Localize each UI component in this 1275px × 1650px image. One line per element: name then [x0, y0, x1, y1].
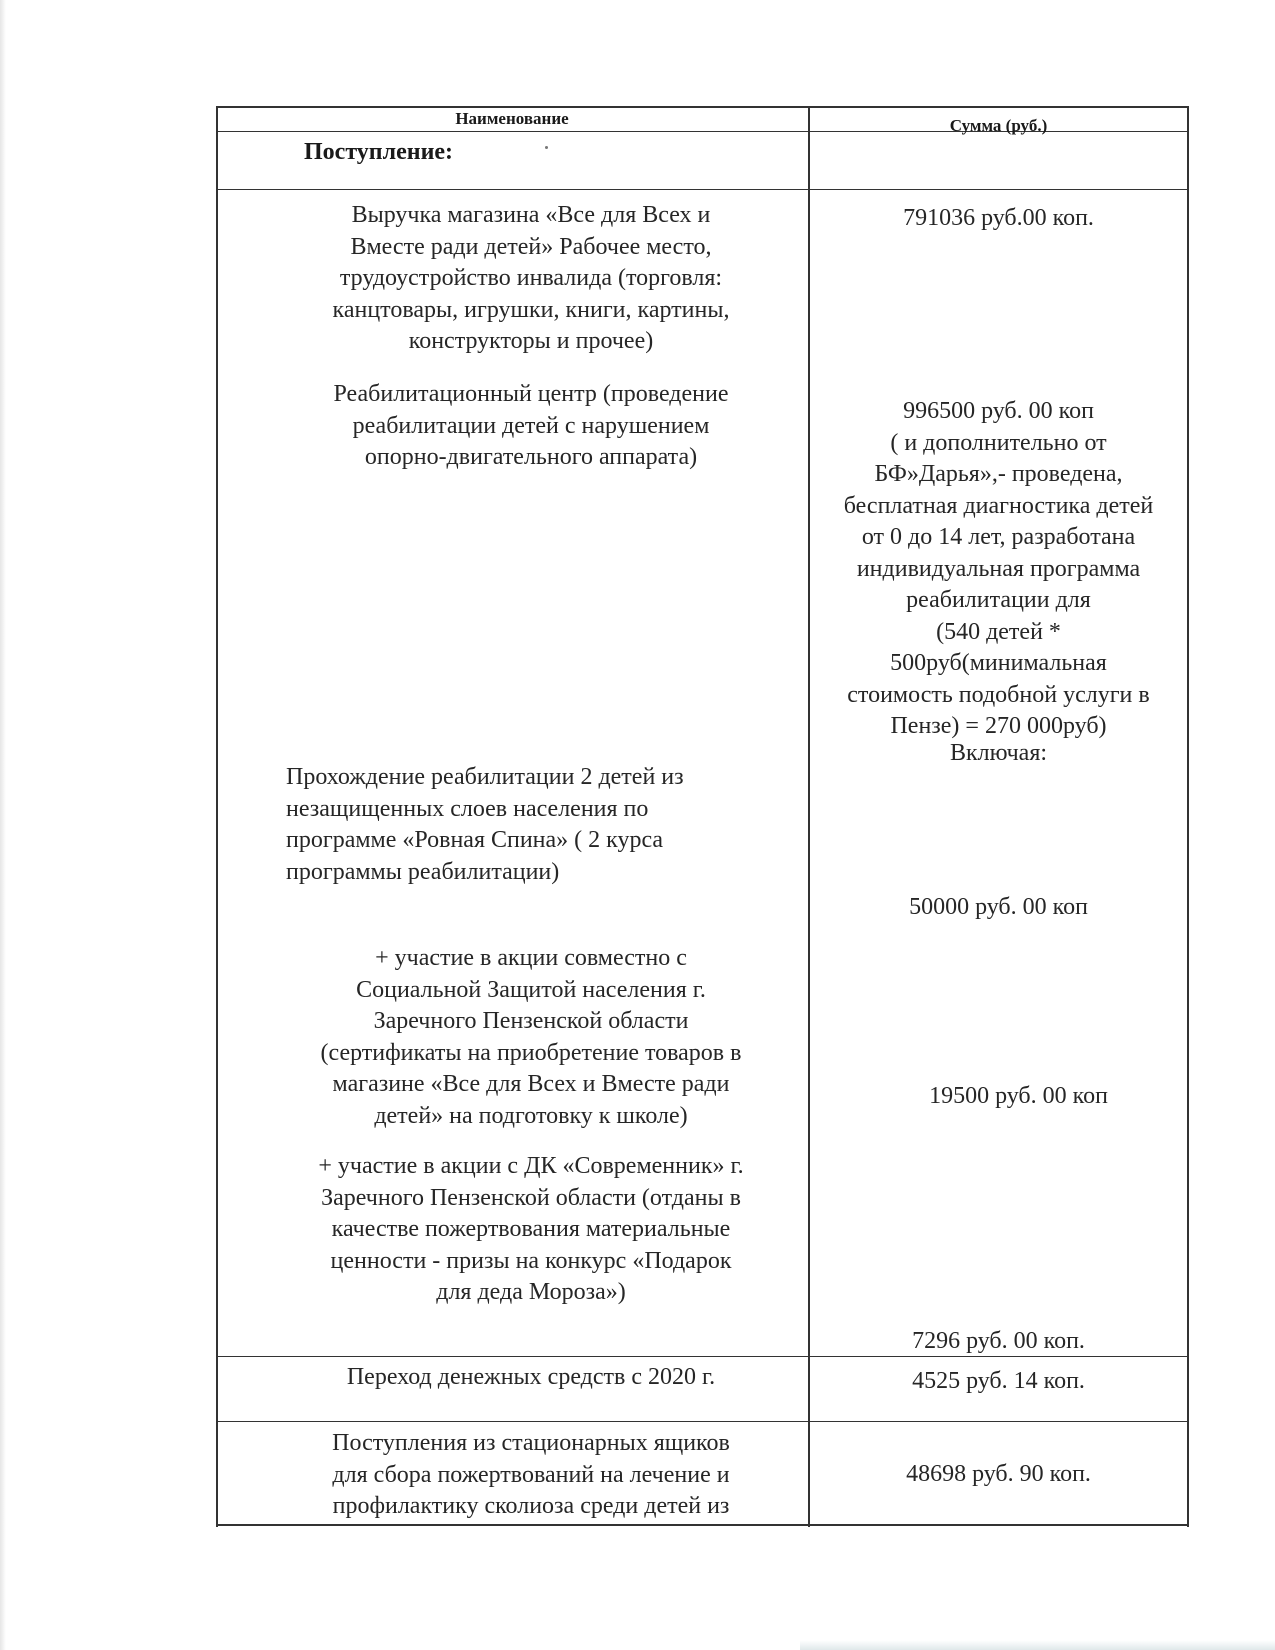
row-sum-transfer-2020: 4525 руб. 14 коп.: [912, 1368, 1085, 1394]
header-sum: Сумма (руб.): [949, 116, 1048, 135]
scan-speck: [545, 146, 548, 149]
including-label: Включая:: [949, 740, 1048, 766]
row-sum-store-revenue: 791036 руб.00 коп.: [903, 205, 1094, 231]
row-sum-donation-boxes: 48698 руб. 90 коп.: [906, 1461, 1091, 1487]
section-row-border: [216, 189, 1189, 190]
table-top-border: [216, 106, 1189, 108]
row-name-store-revenue: Выручка магазина «Все для Всех и Вместе ради детей» Рабочее место, трудоустройство инвалида (торговля: канцтовары, игрушки, книги, картины, конструкторы и прочее): [332, 202, 730, 354]
row-name-rehab-center: Реабилитационный центр (проведение реабилитации детей с нарушением опорно-двигательного аппарата): [333, 381, 729, 470]
row-name-donation-boxes: Поступления из стационарных ящиков для сбора пожертвований на лечение и профилактику сколиоза среди детей из: [332, 1430, 730, 1519]
header-name: Наименование: [455, 109, 569, 128]
table-bottom-border: [216, 1524, 1189, 1526]
section-title: Поступление:: [304, 139, 454, 165]
scan-bottom-edge: [800, 1640, 1275, 1650]
column-divider: [808, 106, 810, 1527]
row-sum-social-protection: 19500 руб. 00 коп: [929, 1083, 1108, 1109]
row-sum-rehab-center: 996500 руб. 00 коп ( и дополнительно от БФ»Дарья»,- проведена, бесплатная диагностика детей от 0 до 14 лет, разработана индивидуальная программа реабилитации для (540 детей * 500руб(минимальная стоимость подобной услуги в Пензе) = 270 000руб): [843, 398, 1154, 739]
row-sum-sovremennik: 7296 руб. 00 коп.: [912, 1328, 1085, 1354]
row-name-transfer-2020: Переход денежных средств с 2020 г.: [346, 1364, 716, 1390]
row-border-boxes: [216, 1421, 1189, 1422]
row-name-straight-back: Прохождение реабилитации 2 детей из незащищенных слоев населения по программе «Ровная Спина» ( 2 курса программы реабилитации): [286, 764, 684, 885]
table-left-border: [216, 106, 218, 1527]
row-sum-straight-back: 50000 руб. 00 коп: [909, 894, 1088, 920]
income-table: [216, 106, 1193, 1527]
table-right-border: [1187, 106, 1189, 1527]
page-edge-shadow: [0, 0, 6, 1650]
row-name-social-protection: + участие в акции совместно с Социальной Защитой населения г. Заречного Пензенской области (сертификаты на приобретение товаров в магазине «Все для Всех и Вместе ради детей» на подготовку к школе): [320, 945, 742, 1129]
row-name-sovremennik: + участие в акции с ДК «Современник» г. Заречного Пензенской области (отданы в качестве пожертвования материальные ценности - призы на конкурс «Подарок для деда Мороза»): [318, 1153, 744, 1305]
